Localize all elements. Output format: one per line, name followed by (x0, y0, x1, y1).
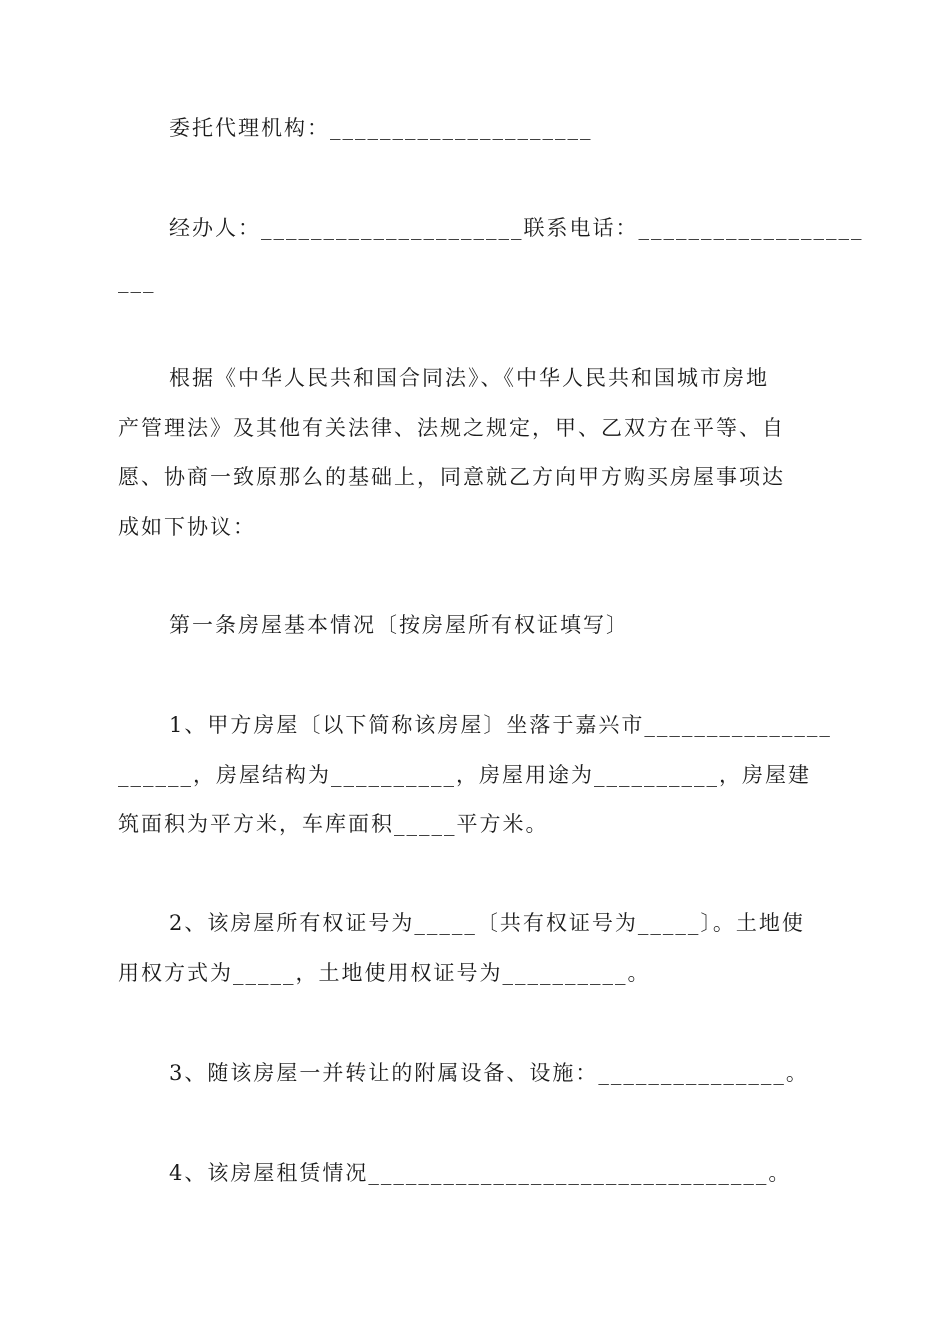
item-4-line: 4、该房屋租赁情况________________________________。 (169, 1161, 792, 1185)
item-2-line-1: 2、该房屋所有权证号为_____〔共有权证号为_____〕。土地使 (169, 911, 805, 935)
text-line-agent-org: 委托代理机构：_____________________ (169, 116, 593, 140)
text-line-preamble-2: 产管理法》及其他有关法律、法规之规定，甲、乙双方在平等、自 (118, 416, 785, 440)
item-2-line-2: 用权方式为_____，土地使用权证号为__________。 (118, 961, 651, 985)
item-1-line-2: ______，房屋结构为__________，房屋用途为__________，房屋建 (118, 763, 811, 787)
text-line-preamble-1: 根据《中华人民共和国合同法》、《中华人民共和国城市房地 (169, 366, 769, 390)
item-1-line-1: 1、甲方房屋〔以下简称该房屋〕坐落于嘉兴市_______________ (169, 713, 832, 737)
article-heading: 第一条房屋基本情况〔按房屋所有权证填写〕 (169, 613, 629, 637)
text-line-phone-continuation: ___ (118, 269, 156, 293)
item-3-line: 3、随该房屋一并转让的附属设备、设施：_______________。 (169, 1061, 809, 1085)
text-line-preamble-4: 成如下协议： (118, 515, 256, 539)
item-1-line-3: 筑面积为平方米，车库面积_____平方米。 (118, 812, 549, 836)
text-line-preamble-3: 愿、协商一致原那么的基础上，同意就乙方向甲方购买房屋事项达 (118, 465, 785, 489)
text-line-handler-phone: 经办人：_____________________联系电话：__________________ (169, 216, 864, 240)
